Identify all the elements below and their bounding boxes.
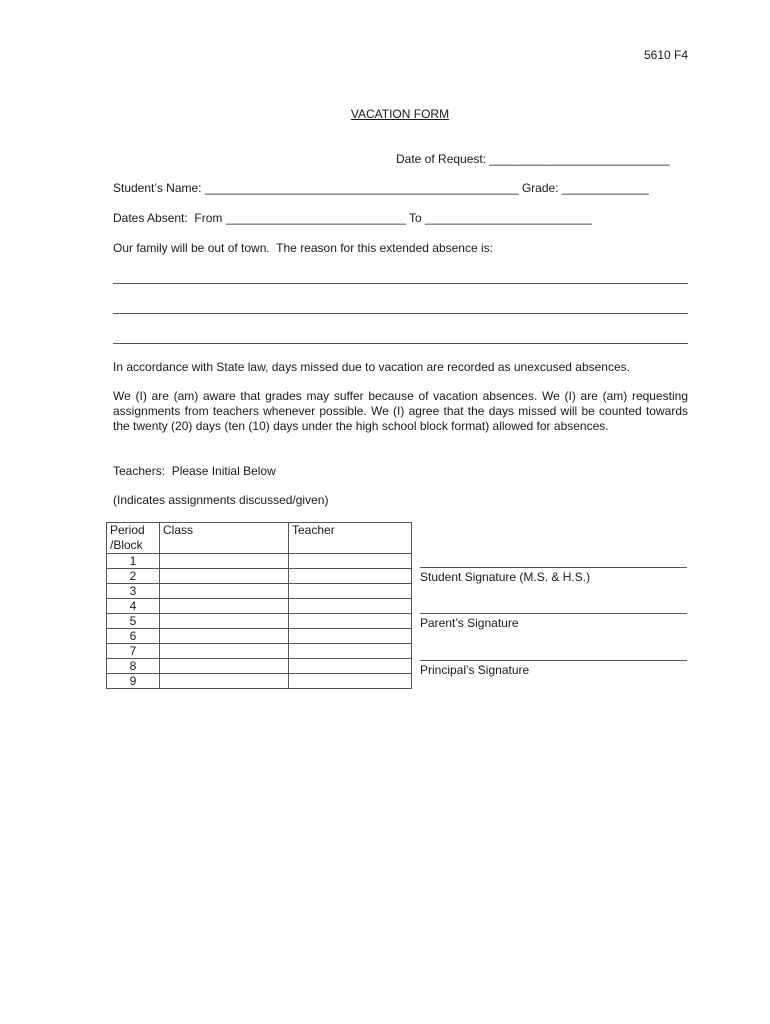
- table-row: [107, 554, 412, 569]
- awareness-paragraph: We (I) are (am) aware that grades may suffer because of vacation absences. We (I) are (am) requesting assignments from teachers whenever possible. We (I) agree that the days missed will be counted towards the twenty (20) days (ten (10) days under the high school block format) allowed for absences.: [113, 389, 688, 433]
- period-number: 2: [107, 569, 160, 584]
- period-number: 9: [107, 674, 160, 689]
- indicates-note: (Indicates assignments discussed/given): [113, 493, 329, 507]
- reason-line-3[interactable]: [113, 343, 688, 344]
- teacher-cell[interactable]: [289, 569, 412, 584]
- teacher-cell[interactable]: [289, 614, 412, 629]
- reason-line-1[interactable]: [113, 283, 688, 284]
- class-cell[interactable]: [160, 674, 289, 689]
- form-code: 5610 F4: [644, 48, 689, 62]
- table-row: [107, 644, 412, 659]
- period-number: 6: [107, 629, 160, 644]
- table-row: [107, 584, 412, 599]
- teachers-note: Teachers: Please Initial Below: [113, 464, 276, 478]
- class-cell[interactable]: [160, 599, 289, 614]
- parent-signature-line[interactable]: [420, 613, 687, 614]
- reason-line-2[interactable]: [113, 313, 688, 314]
- state-law-statement: In accordance with State law, days missed due to vacation are recorded as unexcused absences.: [113, 360, 630, 374]
- principal-signature-line[interactable]: [420, 660, 687, 661]
- table-row: [107, 629, 412, 644]
- period-number: 3: [107, 584, 160, 599]
- teacher-cell[interactable]: [289, 599, 412, 614]
- period-number: 1: [107, 554, 160, 569]
- class-cell[interactable]: [160, 569, 289, 584]
- parent-signature-label: Parent’s Signature: [420, 616, 519, 630]
- class-cell[interactable]: [160, 659, 289, 674]
- date-of-request-field[interactable]: Date of Request: ___________________________: [396, 152, 670, 166]
- table-header-row: [107, 523, 412, 554]
- class-cell[interactable]: [160, 629, 289, 644]
- class-cell[interactable]: [160, 584, 289, 599]
- teacher-cell[interactable]: [289, 554, 412, 569]
- student-signature-label: Student Signature (M.S. & H.S.): [420, 570, 591, 584]
- dates-absent-field[interactable]: Dates Absent: From ___________________________ To _________________________: [113, 211, 592, 225]
- teacher-cell[interactable]: [289, 584, 412, 599]
- teacher-header: Teacher: [289, 523, 412, 554]
- table-row: [107, 674, 412, 689]
- period-number: 8: [107, 659, 160, 674]
- form-title: VACATION FORM: [350, 107, 450, 121]
- table-row: [107, 569, 412, 584]
- period-number: 4: [107, 599, 160, 614]
- teacher-cell[interactable]: [289, 674, 412, 689]
- table-row: [107, 659, 412, 674]
- principal-signature-label: Principal’s Signature: [420, 663, 530, 677]
- period-header: Period /Block: [107, 523, 160, 554]
- class-cell[interactable]: [160, 614, 289, 629]
- teacher-cell[interactable]: [289, 644, 412, 659]
- student-name-grade-field[interactable]: Student’s Name: _______________________________________________ Grade: _____________: [113, 181, 649, 195]
- table-row: [107, 614, 412, 629]
- period-table: [106, 522, 412, 689]
- class-header: Class: [160, 523, 289, 554]
- reason-prompt: Our family will be out of town. The reason for this extended absence is:: [113, 241, 493, 255]
- period-number: 7: [107, 644, 160, 659]
- class-cell[interactable]: [160, 554, 289, 569]
- period-number: 5: [107, 614, 160, 629]
- class-cell[interactable]: [160, 644, 289, 659]
- student-signature-line[interactable]: [420, 567, 687, 568]
- teacher-cell[interactable]: [289, 629, 412, 644]
- teacher-cell[interactable]: [289, 659, 412, 674]
- table-row: [107, 599, 412, 614]
